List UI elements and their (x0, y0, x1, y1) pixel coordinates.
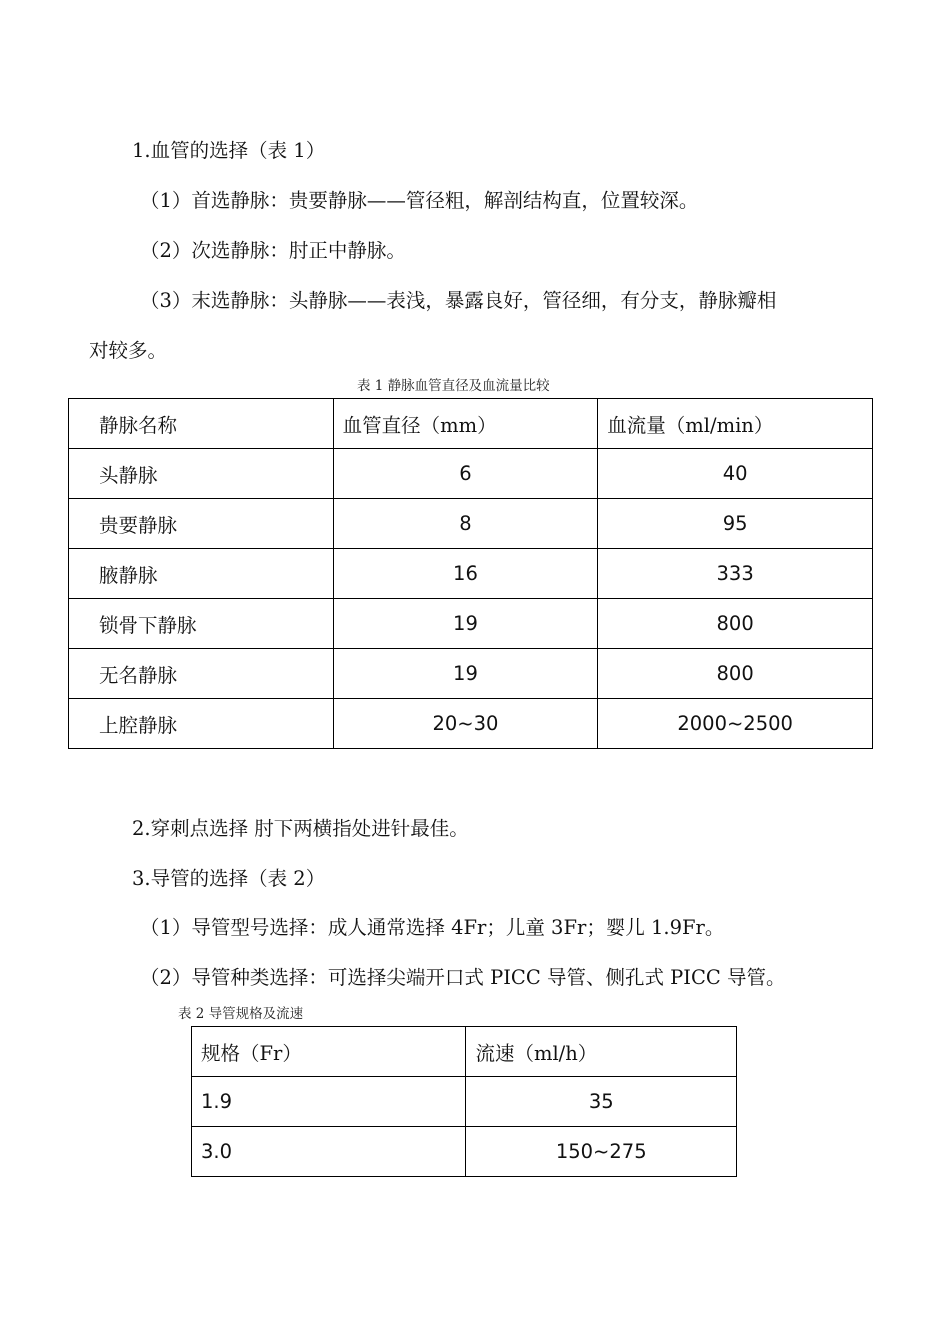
section2-heading: 2.穿刺点选择 肘下两横指处进针最佳。 (132, 817, 469, 840)
table-row (69, 499, 873, 549)
section1-item2: （2）次选静脉：肘正中静脉。 (140, 239, 406, 262)
table-row (69, 549, 873, 599)
table-cell: 19 (333, 599, 598, 649)
table-cell: 150~275 (466, 1127, 737, 1177)
table-cell: 40 (598, 449, 873, 499)
table-row (69, 699, 873, 749)
table-cell: 800 (598, 649, 873, 699)
table-cell: 2000~2500 (598, 699, 873, 749)
section1-item3-line1: （3）末选静脉：头静脉——表浅，暴露良好，管径细，有分支，静脉瓣相 (140, 289, 777, 312)
table-cell: 头静脉 (69, 449, 334, 499)
table-cell: 8 (333, 499, 598, 549)
section3-item2: （2）导管种类选择：可选择尖端开口式 PICC 导管、侧孔式 PICC 导管。 (140, 966, 786, 989)
table-cell: 20~30 (333, 699, 598, 749)
table-row (69, 599, 873, 649)
table-cell: 800 (598, 599, 873, 649)
section3-item1: （1）导管型号选择：成人通常选择 4Fr；儿童 3Fr；婴儿 1.9Fr。 (140, 916, 725, 939)
table-cell: 腋静脉 (69, 549, 334, 599)
section3-heading: 3.导管的选择（表 2） (132, 867, 326, 890)
table-header-row (192, 1027, 737, 1077)
table-cell: 无名静脉 (69, 649, 334, 699)
table2-caption: 表 2 导管规格及流速 (178, 1006, 304, 1022)
table-cell: 35 (466, 1077, 737, 1127)
header-cell: 血管直径（mm） (333, 399, 598, 449)
table-cell: 1.9 (192, 1077, 466, 1127)
table-row (69, 449, 873, 499)
section1-item3-line2: 对较多。 (89, 339, 168, 362)
table-header-row (69, 399, 873, 449)
table-cell: 锁骨下静脉 (69, 599, 334, 649)
table-cell: 贵要静脉 (69, 499, 334, 549)
table-row (69, 649, 873, 699)
table-cell: 19 (333, 649, 598, 699)
table2 (191, 1026, 737, 1177)
table-cell: 16 (333, 549, 598, 599)
table1 (68, 398, 873, 749)
table1-caption: 表 1 静脉血管直径及血流量比较 (357, 378, 550, 394)
header-cell: 规格（Fr） (192, 1027, 466, 1077)
table-cell: 上腔静脉 (69, 699, 334, 749)
table-row (192, 1077, 737, 1127)
header-cell: 静脉名称 (69, 399, 334, 449)
header-cell: 血流量（ml/min） (598, 399, 873, 449)
table-cell: 3.0 (192, 1127, 466, 1177)
header-cell: 流速（ml/h） (466, 1027, 737, 1077)
table-cell: 6 (333, 449, 598, 499)
section1-item1: （1）首选静脉：贵要静脉——管径粗，解剖结构直，位置较深。 (140, 189, 699, 212)
table-cell: 333 (598, 549, 873, 599)
section1-heading: 1.血管的选择（表 1） (132, 139, 326, 162)
table-row (192, 1127, 737, 1177)
table-cell: 95 (598, 499, 873, 549)
